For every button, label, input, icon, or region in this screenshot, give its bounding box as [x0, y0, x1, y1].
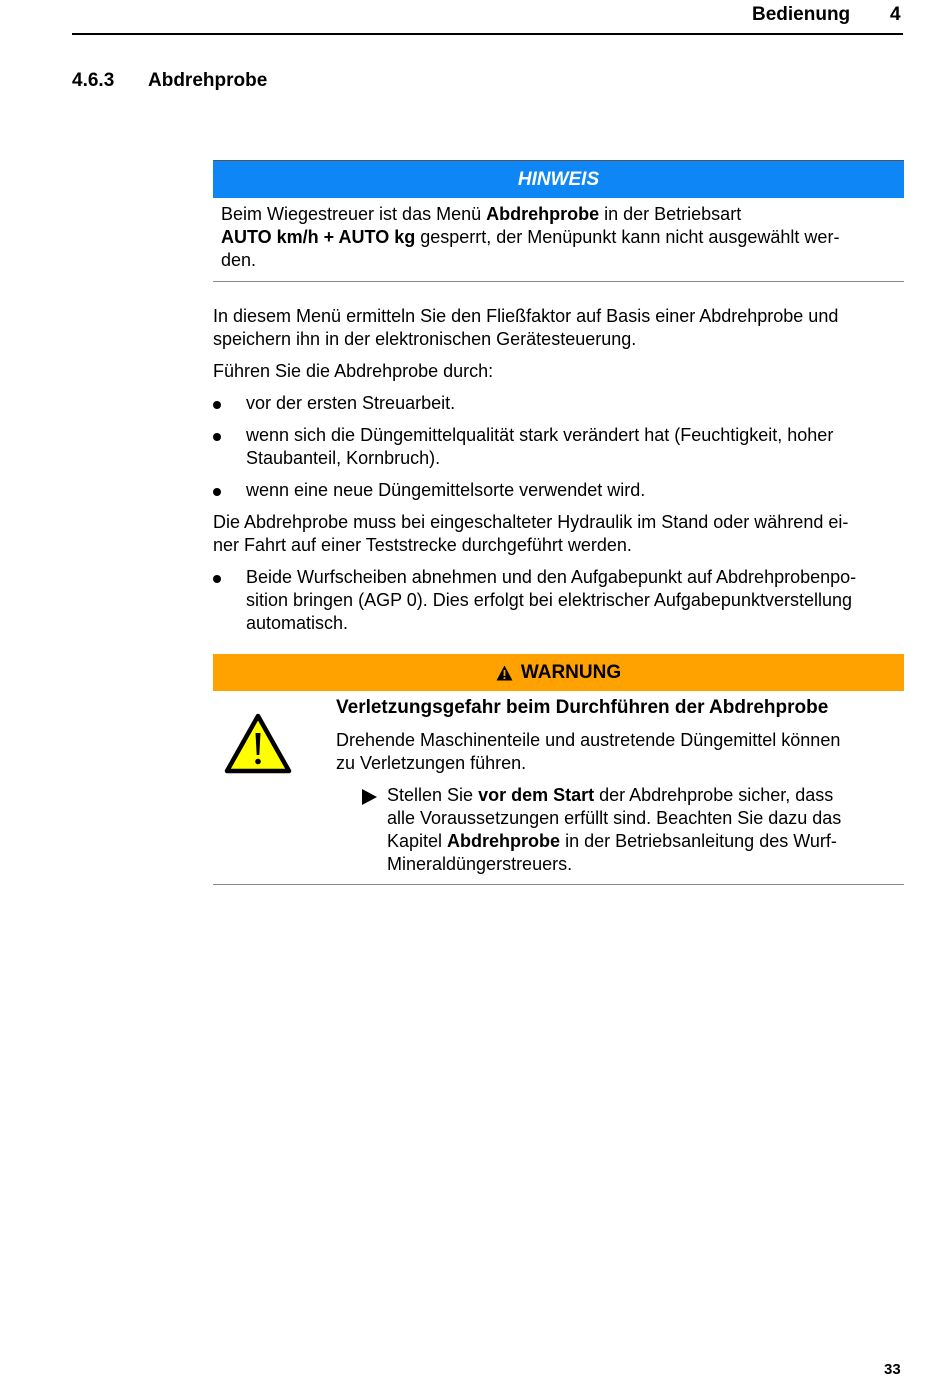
bullet-text: vor der ersten Streuarbeit. [246, 393, 456, 413]
warning-step-line: alle Voraussetzungen erfüllt sind. Beachten Sie dazu das [387, 808, 842, 828]
step-emphasis: Abdrehprobe [447, 831, 561, 851]
intro-line-1: In diesem Menü ermitteln Sie den Fließfaktor auf Basis einer Abdrehprobe und [213, 306, 839, 326]
warning-label: WARNUNG [520, 661, 622, 683]
hydraulik-paragraph [213, 511, 903, 557]
notice-line-1 [221, 203, 897, 226]
bullet-line: Staubanteil, Kornbruch). [246, 448, 441, 468]
perform-lead: Führen Sie die Abdrehprobe durch: [213, 361, 494, 381]
step-text-part: Kapitel [387, 831, 448, 851]
notice-label: HINWEIS [213, 161, 904, 198]
warning-step-line: Mineraldüngerstreuers. [387, 854, 573, 874]
warning-step-line [387, 830, 897, 853]
step-arrow-icon [362, 789, 377, 805]
warning-step-line [387, 784, 897, 807]
step-text-part: in der Betriebsanleitung des Wurf- [560, 831, 837, 851]
bullet-line: wenn sich die Düngemittelqualität stark verändert hat (Feuchtigkeit, hoher [246, 425, 834, 445]
intro-line-2: speichern ihn in der elektronischen Gerätesteuerung. [213, 329, 637, 349]
bullet-text [246, 424, 903, 470]
hydraulik-line-1: Die Abdrehprobe muss bei eingeschalteter Hydraulik im Stand oder während ei- [213, 512, 849, 532]
running-header-chapter: Bedienung [752, 4, 851, 25]
step-text-part: Stellen Sie [387, 785, 479, 805]
notice-line-3: den. [221, 250, 257, 270]
hydraulik-line-2: ner Fahrt auf einer Teststrecke durchgeführt werden. [213, 535, 632, 555]
warning-heading: Verletzungsgefahr beim Durchführen der Abdrehprobe [336, 697, 829, 718]
bullet-text [246, 566, 903, 635]
warning-action-step [387, 784, 897, 876]
notice-text-part: in der Betriebsart [599, 204, 742, 224]
notice-menu-name: Abdrehprobe [486, 204, 600, 224]
notice-bottom-rule [213, 281, 904, 282]
step-emphasis: vor dem Start [478, 785, 595, 805]
warning-desc-line: zu Verletzungen führen. [336, 753, 527, 773]
warning-bottom-rule [213, 884, 904, 885]
page-number: 33 [884, 1361, 901, 1378]
notice-line-2 [221, 226, 897, 249]
notice-mode-name: AUTO km/h + AUTO kg [221, 227, 416, 247]
bullet-line: automatisch. [246, 613, 349, 633]
warning-label-bar [213, 654, 904, 691]
running-header-chapter-number: 4 [890, 4, 901, 25]
notice-text [221, 203, 897, 272]
bullet-dot-icon [213, 488, 221, 496]
notice-text-part: Beim Wiegestreuer ist das Menü [221, 204, 487, 224]
intro-paragraph [213, 305, 903, 351]
step-text-part: der Abdrehprobe sicher, dass [594, 785, 834, 805]
bullet-dot-icon [213, 433, 221, 441]
bullet-text: wenn eine neue Düngemittelsorte verwendet wird. [246, 480, 646, 500]
bullet-dot-icon [213, 401, 221, 409]
warning-triangle-icon [224, 713, 292, 775]
section-title: Abdrehprobe [148, 70, 268, 91]
warning-small-icon [496, 665, 513, 681]
warning-desc-line: Drehende Maschinenteile und austretende Düngemittel können [336, 730, 841, 750]
notice-text-part: gesperrt, der Menüpunkt kann nicht ausgewählt wer- [415, 227, 840, 247]
section-number: 4.6.3 [72, 70, 115, 91]
header-rule [72, 33, 903, 35]
warning-description [336, 729, 896, 775]
bullet-line: sition bringen (AGP 0). Dies erfolgt bei elektrischer Aufgabepunktverstellung [246, 590, 852, 610]
bullet-dot-icon [213, 575, 221, 583]
bullet-line: Beide Wurfscheiben abnehmen und den Aufgabepunkt auf Abdrehprobenpo- [246, 567, 857, 587]
